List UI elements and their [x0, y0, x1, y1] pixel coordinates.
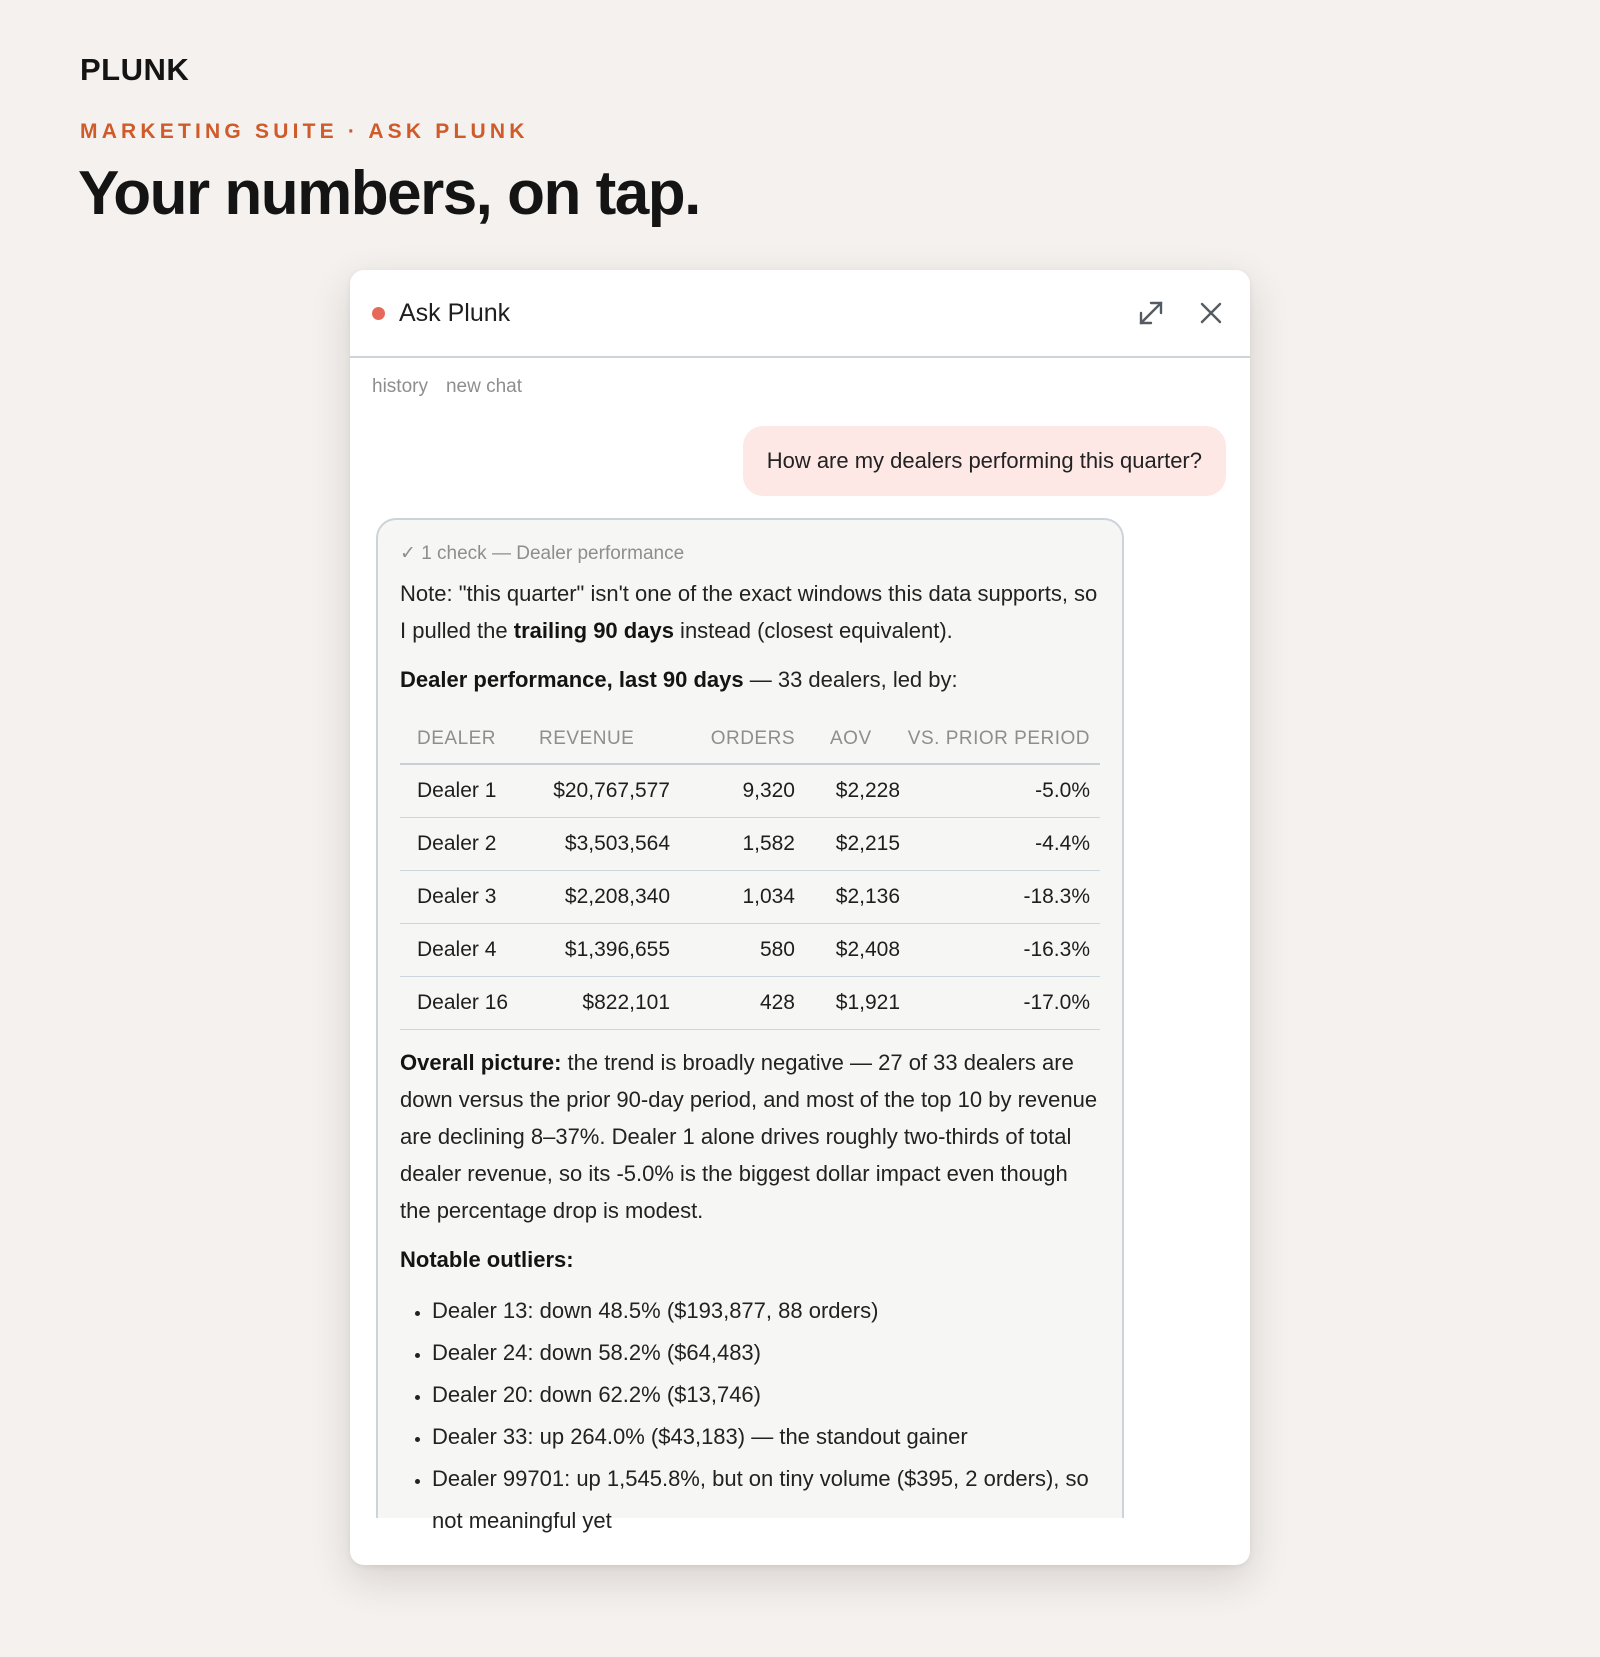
orders-cell: 9,320: [680, 764, 795, 817]
overall-paragraph: Overall picture: the trend is broadly negative — 27 of 33 dealers are down versus the prior 90-day period, and most of the top 10 by revenue are declining 8–37%. Dealer 1 alone drives roughly two-thirds of total dealer revenue, so its -5.0% is the biggest dollar impact even though the percentage drop is modest.: [400, 1049, 1098, 1223]
change-cell: -5.0%: [900, 764, 1100, 817]
change-cell: -18.3%: [900, 870, 1100, 923]
revenue-cell: $2,208,340: [530, 870, 680, 923]
column-header: ORDERS: [680, 714, 795, 764]
list-item: • Dealer 99701: up 1,545.8%, but on tiny volume ($395, 2 orders), so not meaningful yet: [432, 1458, 1100, 1542]
dealer-cell: Dealer 2: [400, 817, 530, 870]
list-item: • Dealer 33: up 264.0% ($43,183) — the standout gainer: [432, 1416, 1100, 1458]
status-dot: [372, 307, 385, 320]
user-message: How are my dealers performing this quarter?: [743, 426, 1226, 496]
dealer-cell: Dealer 4: [400, 923, 530, 976]
brand-logo: PLUNK: [80, 52, 190, 87]
chat-header: [350, 270, 1250, 358]
change-cell: -4.4%: [900, 817, 1100, 870]
header-actions: [1134, 296, 1228, 330]
chat-panel: [350, 270, 1250, 1565]
dealer-cell: Dealer 3: [400, 870, 530, 923]
outliers-heading: Notable outliers:: [400, 1246, 574, 1272]
column-header: REVENUE: [530, 714, 680, 764]
table-row: [400, 923, 1100, 976]
expand-icon[interactable]: [1134, 296, 1168, 330]
history-link[interactable]: history: [372, 376, 428, 397]
assistant-reply: [376, 518, 1124, 1533]
table-row: [400, 764, 1100, 817]
orders-cell: 580: [680, 923, 795, 976]
revenue-cell: $3,503,564: [530, 817, 680, 870]
outliers-list: [400, 1290, 1100, 1542]
aov-cell: $2,136: [795, 870, 900, 923]
dealer-cell: Dealer 16: [400, 976, 530, 1029]
chat-subnav: [350, 358, 1250, 398]
change-cell: -16.3%: [900, 923, 1100, 976]
dealer-table: [400, 714, 1100, 1030]
column-header: VS. PRIOR PERIOD: [900, 714, 1100, 764]
aov-cell: $1,921: [795, 976, 900, 1029]
table-row: [400, 870, 1100, 923]
chat-title: Ask Plunk: [399, 298, 511, 327]
check-status: ✓ 1 check — Dealer performance: [400, 543, 685, 564]
revenue-cell: $822,101: [530, 976, 680, 1029]
revenue-cell: $1,396,655: [530, 923, 680, 976]
aov-cell: $2,408: [795, 923, 900, 976]
page-headline: Your numbers, on tap.: [78, 159, 700, 228]
performance-heading: Dealer performance, last 90 days — 33 dealers, led by:: [400, 667, 958, 692]
revenue-cell: $20,767,577: [530, 764, 680, 817]
list-item: • Dealer 13: down 48.5% ($193,877, 88 orders): [432, 1290, 1100, 1332]
user-message-row: [350, 398, 1250, 496]
table-header-row: [400, 714, 1100, 764]
orders-cell: 1,034: [680, 870, 795, 923]
column-header: DEALER: [400, 714, 530, 764]
new-chat-link[interactable]: new chat: [445, 376, 523, 397]
aov-cell: $2,228: [795, 764, 900, 817]
table-row: [400, 817, 1100, 870]
aov-cell: $2,215: [795, 817, 900, 870]
close-icon[interactable]: [1194, 296, 1228, 330]
list-item: • Dealer 20: down 62.2% ($13,746): [432, 1374, 1100, 1416]
note-paragraph: Note: "this quarter" isn't one of the exact windows this data supports, so I pulled the trailing 90 days instead (closest equivalent).: [400, 581, 1098, 643]
change-cell: -17.0%: [900, 976, 1100, 1029]
dealer-cell: Dealer 1: [400, 764, 530, 817]
list-item: • Dealer 24: down 58.2% ($64,483): [432, 1332, 1100, 1374]
orders-cell: 428: [680, 976, 795, 1029]
column-header: AOV: [795, 714, 900, 764]
table-row: [400, 976, 1100, 1029]
orders-cell: 1,582: [680, 817, 795, 870]
eyebrow-label: MARKETING SUITE · ASK PLUNK: [80, 120, 529, 143]
